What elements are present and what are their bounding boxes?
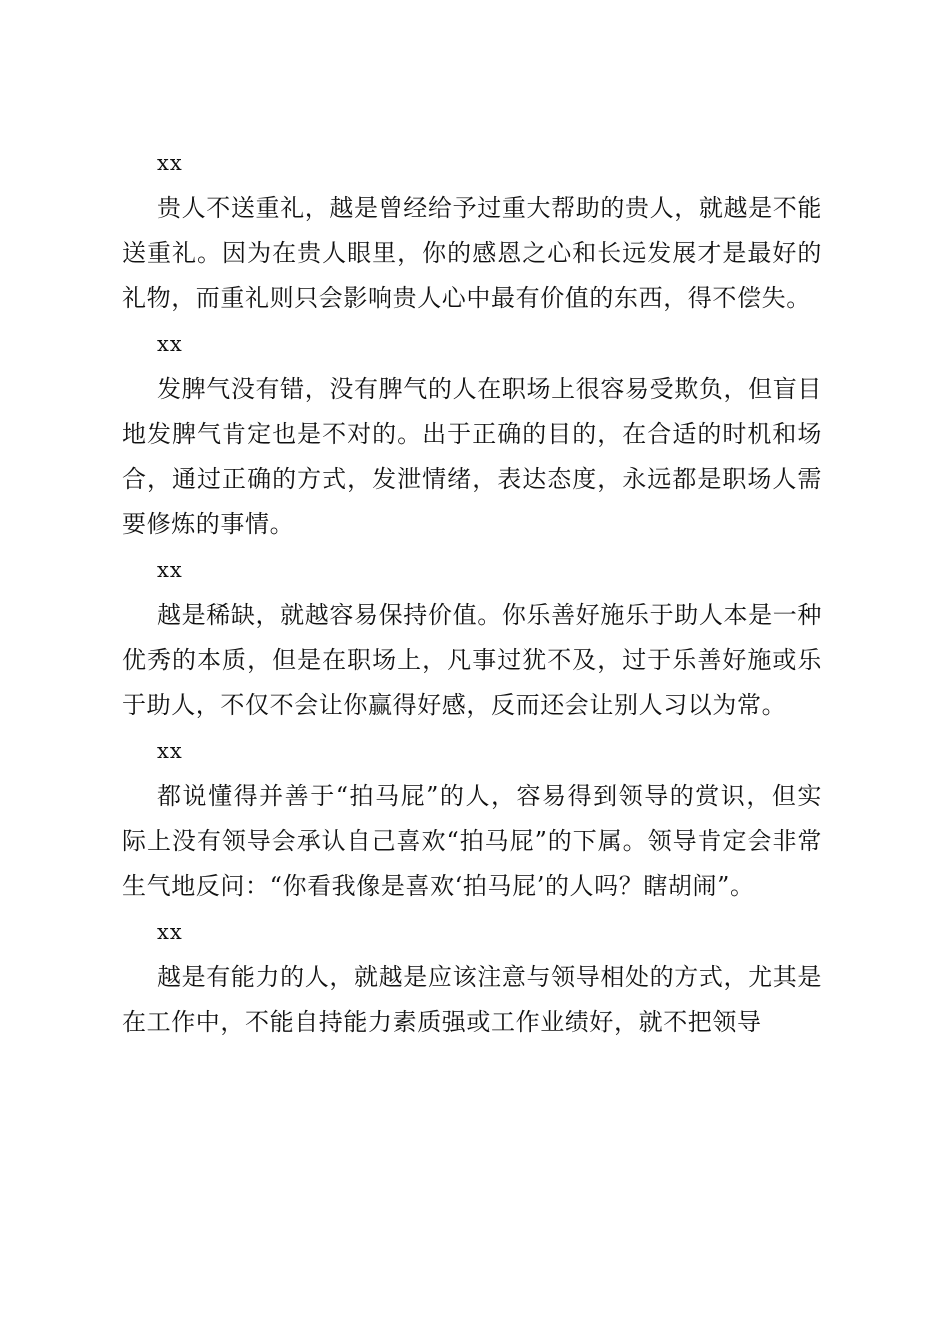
section-heading: xx bbox=[157, 332, 183, 356]
section-paragraph: 贵人不送重礼，越是曾经给予过重大帮助的贵人，就越是不能送重礼。因为在贵人眼里，你的感恩之心和长远发展才是最好的礼物，而重礼则只会影响贵人心中最有价值的东西，得不偿失。 bbox=[122, 194, 822, 312]
section-heading: xx bbox=[157, 558, 183, 582]
section-heading: xx bbox=[157, 739, 183, 763]
section-heading: xx bbox=[157, 920, 183, 944]
document-body bbox=[122, 140, 822, 1045]
section-paragraph: 发脾气没有错，没有脾气的人在职场上很容易受欺负，但盲目地发脾气肯定也是不对的。出于正确的目的，在合适的时机和场合，通过正确的方式，发泄情绪，表达态度，永远都是职场人需要修炼的事情。 bbox=[122, 375, 822, 538]
section-heading: xx bbox=[157, 151, 183, 175]
section-paragraph: 越是有能力的人，就越是应该注意与领导相处的方式，尤其是在工作中，不能自持能力素质强或工作业绩好，就不把领导 bbox=[122, 963, 822, 1036]
section-paragraph: 都说懂得并善于“拍马屁”的人，容易得到领导的赏识，但实际上没有领导会承认自己喜欢“拍马屁”的下属。领导肯定会非常生气地反问：“你看我像是喜欢‘拍马屁’的人吗？瞎胡闹”。 bbox=[122, 782, 822, 900]
section-paragraph: 越是稀缺，就越容易保持价值。你乐善好施乐于助人本是一种优秀的本质，但是在职场上，凡事过犹不及，过于乐善好施或乐于助人，不仅不会让你赢得好感，反而还会让别人习以为常。 bbox=[122, 601, 822, 719]
